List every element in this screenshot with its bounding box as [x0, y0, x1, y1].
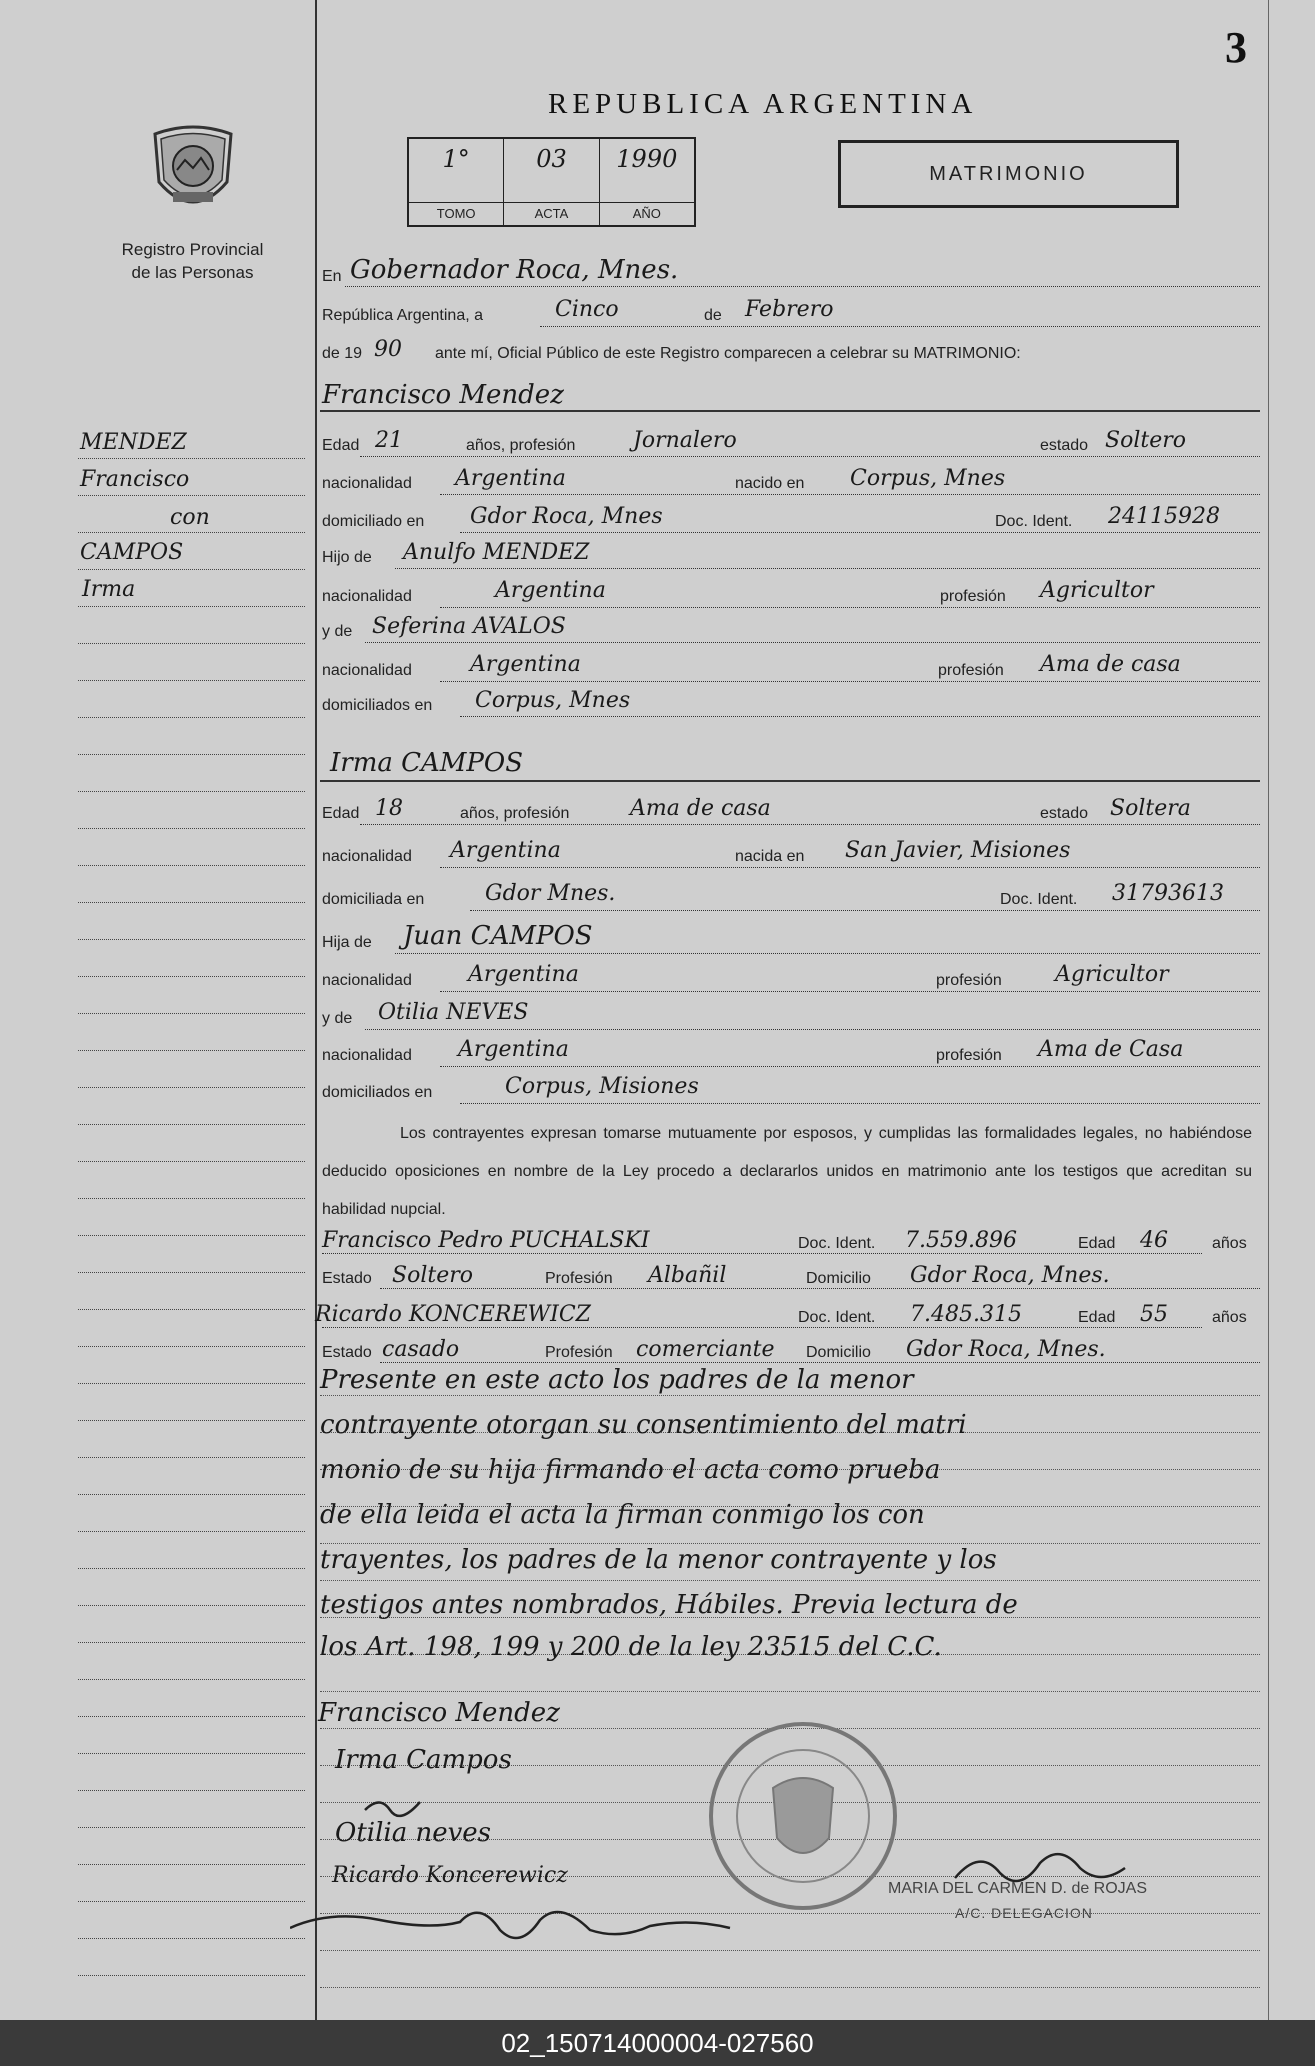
groom-mother-profession: Ama de casa [1040, 652, 1181, 677]
margin-line [78, 754, 305, 755]
fill-line [470, 910, 1260, 911]
margin-line [78, 532, 305, 533]
anos-profesion-label: años, profesión [466, 437, 576, 454]
margin-surname-2: CAMPOS [80, 540, 184, 565]
margin-surname-1: MENDEZ [80, 430, 187, 455]
estado-label: Estado [322, 1344, 372, 1361]
witness2-id-number: 7.485.315 [910, 1302, 1022, 1327]
year-prefix: de 19 [322, 345, 363, 362]
bride-age: 18 [375, 796, 403, 821]
fill-line [380, 1362, 1260, 1363]
groom-id-number: 24115928 [1108, 504, 1220, 529]
domiciliado-label: domiciliado en [322, 513, 425, 530]
domicilio-label: Domicilio [806, 1270, 871, 1287]
acta-label: ACTA [504, 202, 598, 225]
witness1-id-number: 7.559.896 [905, 1228, 1017, 1253]
bride-nationality: Argentina [450, 838, 561, 863]
groom-mother-nationality: Argentina [470, 652, 581, 677]
profesion-label: Profesión [545, 1344, 613, 1361]
bride-mother-name: Otilia NEVES [378, 1000, 529, 1025]
groom-profession: Jornalero [633, 428, 737, 453]
nacionalidad-label: nacionalidad [322, 1047, 412, 1064]
fill-line [322, 1327, 1202, 1328]
fill-line [395, 953, 1260, 954]
margin-line [78, 1161, 305, 1162]
bride-mother-profession: Ama de Casa [1038, 1037, 1184, 1062]
margin-line [78, 1975, 305, 1976]
doc-label: Doc. Ident. [995, 513, 1073, 530]
margin-line [78, 1790, 305, 1791]
edad-label: Edad [1078, 1309, 1116, 1326]
margin-line [78, 1235, 305, 1236]
bride-birthplace: San Javier, Misiones [845, 838, 1071, 863]
margin-line [78, 1346, 305, 1347]
margin-line [78, 1938, 305, 1939]
official-role: A/C. DELEGACION [955, 1905, 1093, 1921]
right-border [1268, 0, 1269, 2020]
estado-label: estado [1040, 805, 1089, 822]
edad-label: Edad [322, 805, 360, 822]
note-line-5: trayentes, los padres de la menor contrayente y los [320, 1545, 997, 1575]
margin-line [78, 828, 305, 829]
ano-value: 1990 [616, 145, 678, 173]
note-line-7: los Art. 198, 199 y 200 de la ley 23515 del C.C. [320, 1632, 942, 1662]
margin-line [78, 1309, 305, 1310]
estado-label: estado [1040, 437, 1089, 454]
witness2-age: 55 [1140, 1302, 1168, 1327]
fill-line [322, 1253, 1202, 1254]
margin-line [78, 643, 305, 644]
doc-label: Doc. Ident. [798, 1309, 876, 1326]
groom-father-nationality: Argentina [495, 578, 606, 603]
bride-father-profession: Agricultor [1055, 962, 1169, 987]
groom-mother-name: Seferina AVALOS [372, 614, 566, 639]
de-label: de [704, 307, 722, 324]
domicilio-label: Domicilio [806, 1344, 871, 1361]
margin-line [78, 717, 305, 718]
margin-line [78, 902, 305, 903]
profesion-label: profesión [936, 1047, 1002, 1064]
fill-line [395, 568, 1260, 569]
ceremony-place: Gobernador Roca, Mnes. [350, 255, 679, 285]
groom-nationality: Argentina [455, 466, 566, 491]
hijo-label: Hijo de [322, 549, 372, 566]
fill-line [360, 824, 1260, 825]
tomo-value: 1° [442, 145, 470, 173]
margin-line [78, 1531, 305, 1532]
anos-label: años [1212, 1235, 1247, 1252]
en-label: En [322, 268, 342, 285]
ano-label: AÑO [600, 202, 694, 225]
anos-profesion-label: años, profesión [460, 805, 570, 822]
margin-line [78, 865, 305, 866]
margin-line [78, 1753, 305, 1754]
official-name: MARIA DEL CARMEN D. de ROJAS [888, 1880, 1148, 1897]
fill-line [440, 991, 1260, 992]
profesion-label: profesión [940, 588, 1006, 605]
witness2-profession: comerciante [636, 1337, 775, 1362]
witness1-age: 46 [1140, 1228, 1168, 1253]
register-box [407, 137, 696, 227]
margin-line [78, 1420, 305, 1421]
republica-label: República Argentina, a [322, 307, 483, 324]
declaration-text: Los contrayentes expresan tomarse mutuamente por esposos, y cumplidas las formalidades legales, no habiéndose deducido oposiciones en nombre de la Ley procedo a declararlos unidos en matrimonio ante los testigos que acreditan su habilidad nupcial. [322, 1125, 1252, 1218]
registry-line-2: de las Personas [131, 263, 254, 282]
margin-line [78, 1198, 305, 1199]
margin-line [78, 680, 305, 681]
margin-line [78, 976, 305, 977]
bride-parents-address: Corpus, Misiones [505, 1074, 699, 1099]
file-identifier: 02_150714000004-027560 [501, 2028, 814, 2058]
margin-line [78, 1087, 305, 1088]
fill-line [440, 607, 1260, 608]
note-line-6: testigos antes nombrados, Hábiles. Previa lectura de [320, 1590, 1018, 1620]
yde-label: y de [322, 1010, 353, 1027]
fill-line [345, 286, 1260, 287]
signature-mark-icon [360, 1790, 440, 1820]
bride-mother-nationality: Argentina [458, 1037, 569, 1062]
nacionalidad-label: nacionalidad [322, 475, 412, 492]
ano-cell [600, 139, 694, 225]
groom-father-name: Anulfo MENDEZ [403, 540, 590, 565]
witness2-name: Ricardo KONCEREWICZ [315, 1302, 591, 1327]
margin-line [78, 791, 305, 792]
bride-father-name: Juan CAMPOS [403, 921, 593, 951]
witness1-address: Gdor Roca, Mnes. [910, 1263, 1110, 1288]
nacida-label: nacida en [735, 848, 805, 865]
nacionalidad-label: nacionalidad [322, 972, 412, 989]
writing-line [320, 1395, 1260, 1396]
nacionalidad-label: nacionalidad [322, 662, 412, 679]
acta-value: 03 [536, 145, 567, 173]
acta-cell [504, 139, 599, 225]
writing-line [320, 1987, 1260, 1988]
signature-witness: Ricardo Koncerewicz [332, 1863, 568, 1888]
fill-line [540, 326, 1260, 327]
margin-line [78, 606, 305, 607]
groom-parents-address: Corpus, Mnes [475, 688, 631, 713]
margin-line [78, 1050, 305, 1051]
bride-marital-status: Soltera [1110, 796, 1191, 821]
note-line-1: Presente en este acto los padres de la menor [320, 1365, 914, 1395]
tomo-label: TOMO [409, 202, 503, 225]
fill-line [460, 532, 1260, 533]
profesion-label: profesión [936, 972, 1002, 989]
margin-firstname-1: Francisco [80, 467, 190, 492]
writing-line [320, 1691, 1260, 1692]
registry-name [90, 238, 295, 284]
section-rule [320, 780, 1260, 782]
witness1-marital-status: Soltero [392, 1263, 473, 1288]
margin-con: con [170, 505, 210, 530]
profesion-label: Profesión [545, 1270, 613, 1287]
groom-father-profession: Agricultor [1040, 578, 1154, 603]
groom-address: Gdor Roca, Mnes [470, 504, 663, 529]
margin-line [78, 1716, 305, 1717]
tomo-cell [409, 139, 504, 225]
note-line-4: de ella leida el acta la firman conmigo los con [320, 1500, 925, 1530]
document-header: REPUBLICA ARGENTINA [548, 88, 978, 120]
fill-line [440, 681, 1260, 682]
bride-name: Irma CAMPOS [330, 748, 524, 778]
fill-line [460, 1103, 1260, 1104]
bride-id-number: 31793613 [1112, 881, 1224, 906]
comparecen-text: ante mí, Oficial Público de este Registro comparecen a celebrar su MATRIMONIO: [435, 345, 1021, 362]
writing-line [320, 1543, 1260, 1544]
domiciliados-label: domiciliados en [322, 1084, 433, 1101]
page-number: 3 [1225, 23, 1247, 72]
doc-label: Doc. Ident. [1000, 891, 1078, 908]
ceremony-year-suffix: 90 [374, 337, 402, 362]
margin-line [78, 1679, 305, 1680]
fill-line [460, 716, 1260, 717]
groom-name: Francisco Mendez [322, 380, 564, 410]
margin-divider [315, 0, 317, 2020]
margin-line [78, 1642, 305, 1643]
witness1-profession: Albañil [648, 1263, 727, 1288]
registry-line-1: Registro Provincial [121, 240, 264, 259]
margin-line [78, 1901, 305, 1902]
writing-line [320, 1580, 1260, 1581]
witness2-address: Gdor Roca, Mnes. [906, 1337, 1106, 1362]
fill-line [380, 1288, 1260, 1289]
bride-address: Gdor Mnes. [485, 881, 616, 906]
groom-marital-status: Soltero [1105, 428, 1186, 453]
edad-label: Edad [1078, 1235, 1116, 1252]
section-rule [320, 410, 1260, 412]
domiciliados-label: domiciliados en [322, 697, 433, 714]
margin-line [78, 1013, 305, 1014]
nacionalidad-label: nacionalidad [322, 588, 412, 605]
nacionalidad-label: nacionalidad [322, 848, 412, 865]
fill-line [365, 642, 1260, 643]
provincial-seal-icon [145, 122, 241, 218]
witness2-marital-status: casado [382, 1337, 460, 1362]
margin-line [78, 569, 305, 570]
margin-line [78, 1124, 305, 1125]
margin-line [78, 1827, 305, 1828]
profesion-label: profesión [938, 662, 1004, 679]
margin-line [78, 939, 305, 940]
bride-profession: Ama de casa [630, 796, 771, 821]
fill-line [360, 456, 1260, 457]
groom-birthplace: Corpus, Mnes [850, 466, 1006, 491]
edad-label: Edad [322, 437, 360, 454]
signature-bride-mother: Otilia neves [335, 1818, 492, 1848]
signature-scribble-icon [290, 1890, 750, 1950]
note-line-2: contrayente otorgan su consentimiento del matri [320, 1410, 967, 1440]
fill-line [440, 867, 1260, 868]
matrimonio-box: MATRIMONIO [838, 140, 1179, 208]
domiciliada-label: domiciliada en [322, 891, 425, 908]
bride-father-nationality: Argentina [468, 962, 579, 987]
yde-label: y de [322, 623, 353, 640]
margin-line [78, 1383, 305, 1384]
witness1-name: Francisco Pedro PUCHALSKI [322, 1228, 650, 1253]
doc-label: Doc. Ident. [798, 1235, 876, 1252]
margin-line [78, 1457, 305, 1458]
estado-label: Estado [322, 1270, 372, 1287]
signature-groom: Francisco Mendez [318, 1698, 560, 1728]
margin-line [78, 458, 305, 459]
writing-line [320, 1950, 1260, 1951]
anos-label: años [1212, 1309, 1247, 1326]
fill-line [440, 1066, 1260, 1067]
hija-label: Hija de [322, 934, 372, 951]
margin-line [78, 1494, 305, 1495]
fill-line [365, 1029, 1260, 1030]
signature-bride: Irma Campos [335, 1745, 512, 1775]
ceremony-month: Febrero [745, 297, 834, 322]
margin-line [78, 1864, 305, 1865]
official-stamp-icon [705, 1718, 901, 1914]
margin-firstname-2: Irma [82, 577, 136, 602]
fill-line [440, 494, 1260, 495]
note-line-3: monio de su hija firmando el acta como prueba [320, 1455, 941, 1485]
margin-line [78, 1568, 305, 1569]
margin-line [78, 495, 305, 496]
nacido-label: nacido en [735, 475, 805, 492]
margin-line [78, 1605, 305, 1606]
ceremony-day: Cinco [555, 297, 619, 322]
margin-line [78, 1272, 305, 1273]
groom-age: 21 [375, 428, 403, 453]
